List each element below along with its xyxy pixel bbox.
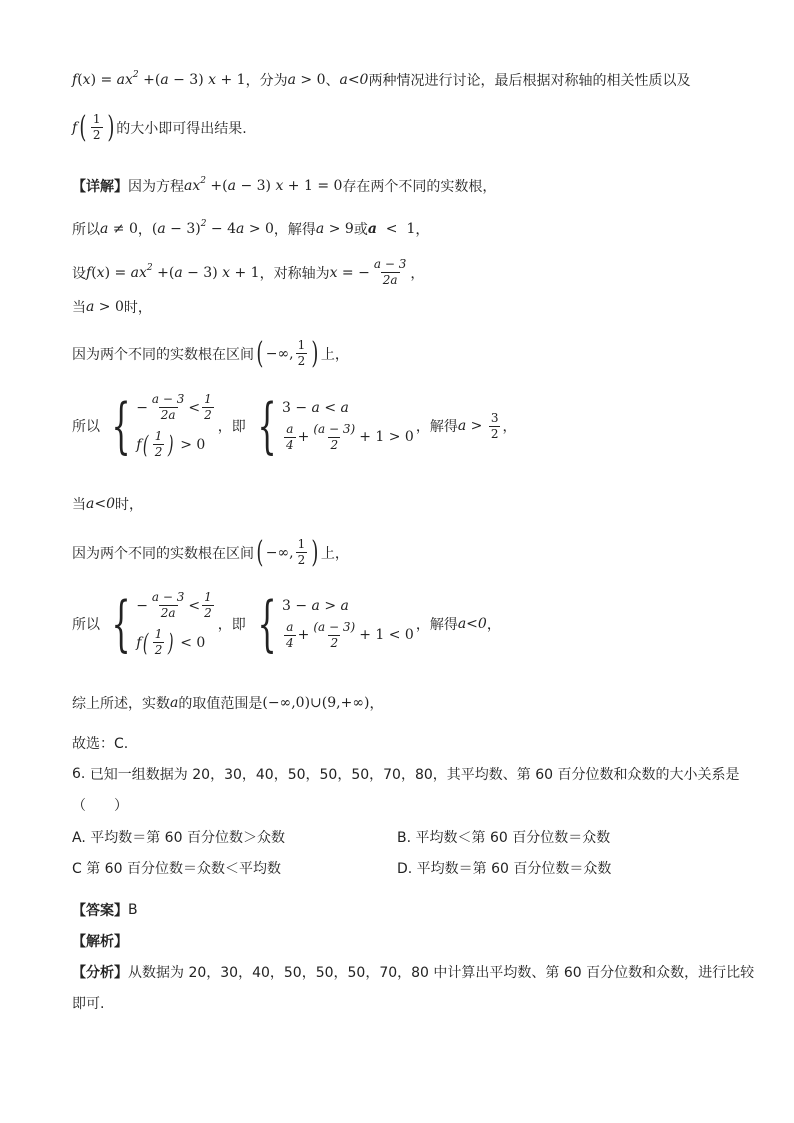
math-f-half: f	[72, 119, 78, 136]
text: 上，	[320, 346, 349, 363]
solution-system-2: 所以 { − $\frac{a - 3}{2a}$ < $\frac{1}{2}$ f ( $\frac{1}{2}$ ) < 0 ，即 { 3 − a > a $\frac{a}{4}$ + $\frac{(a - 3)}{2}$ + 1 < 0 ，解得 a<0 ，	[72, 589, 501, 659]
math: a<0	[457, 616, 487, 632]
text: 因为两个不同的实数根在区间	[72, 545, 254, 562]
text: 或	[353, 222, 368, 238]
math: a<0	[86, 496, 115, 512]
text: 所以	[72, 419, 100, 435]
question-paren	[72, 795, 128, 815]
math-range: (−∞,0)∪(9,+∞)	[262, 695, 370, 711]
text: 时，	[114, 497, 143, 513]
solution-system-1: 所以 { − $\frac{a - 3}{2a}$ < $\frac{1}{2}$ f ( $\frac{1}{2}$ ) > 0 ，即 { 3 − a < a $\frac{a}{4}$ + $\frac{(a - 3)}{2}$ + 1 > 0 ，解得 a > $\frac{3}{2}$ ，	[72, 391, 517, 461]
text: 即可.	[72, 996, 105, 1012]
text: 因为两个不同的实数根在区间	[72, 346, 254, 363]
answer-tag: 【答案】	[72, 903, 128, 919]
question-number: 6.	[72, 766, 86, 782]
text: ，即	[217, 419, 246, 435]
question-stem	[72, 764, 740, 784]
text: 从数据为 20，30，40，50，50，50，70，80 中计算出平均数、第 60 百分位数和众数，进行比较	[128, 965, 755, 981]
solution-line-1	[72, 70, 690, 90]
solution-line-5: 设 $f(x) = ax^2 +(a - 3) x + 1$ ，对称轴为 x = − $\frac{a - 3}{2a}$ ，	[72, 257, 425, 287]
text: ，	[410, 265, 425, 282]
text: 所以	[72, 617, 100, 633]
answer-line	[72, 900, 138, 920]
solution-line-9	[72, 494, 143, 514]
text: ，对称轴为	[259, 265, 330, 282]
option-d: D. 平均数＝第 60 百分位数＝众数	[397, 861, 612, 877]
solution-line-4	[72, 219, 429, 239]
math: a > 0	[86, 299, 124, 315]
text: （ ）	[72, 798, 128, 814]
text: ，	[137, 222, 152, 238]
text: ，	[486, 617, 501, 633]
text: ，分为	[245, 73, 288, 89]
math: $f(x) = ax^2 +(a - 3) x + 1$	[86, 262, 260, 281]
math: a > 9	[315, 221, 354, 237]
math: a < 1	[367, 221, 416, 237]
text: ，解得	[415, 617, 458, 633]
solution-summary: 综上所述，实数 a 的取值范围是 (−∞,0)∪(9,+∞) ，	[72, 695, 384, 712]
solution-line-10: 因为两个不同的实数根在区间 ( −∞, $\frac{1}{2}$ ) 上，	[72, 534, 349, 570]
solution-line-7: 因为两个不同的实数根在区间 ( −∞, $\frac{1}{2}$ ) 上，	[72, 335, 349, 371]
text: ，	[415, 222, 430, 238]
text: 上，	[320, 545, 349, 562]
detail-tag: 【详解】	[72, 179, 128, 195]
solution-line-3	[72, 176, 496, 196]
text: 两种情况进行讨论，最后根据对称轴的相关性质以及	[368, 73, 691, 89]
text: 综上所述，实数	[72, 696, 170, 712]
text: 时，	[123, 300, 152, 316]
fenxi-tag: 【分析】	[72, 965, 128, 981]
math-fx-def: $f(x) = ax^2 +(a - 3) x + 1$	[72, 70, 246, 88]
question-text: 已知一组数据为 20，30，40，50，50，50，70，80，其平均数、第 60 百分位数和众数的大小关系是	[89, 767, 740, 783]
text: 所以	[72, 222, 100, 238]
text: 存在两个不同的实数根，	[342, 179, 497, 195]
fenxi-line-2	[72, 993, 104, 1013]
text: ，解得	[273, 222, 316, 238]
analysis-line	[72, 931, 128, 951]
solution-choose	[72, 733, 128, 753]
text: 设	[72, 265, 86, 282]
text: 、	[325, 73, 340, 89]
analysis-tag: 【解析】	[72, 934, 128, 950]
math-axis: x = −	[329, 264, 370, 281]
math-discriminant: $(a - 3)^2 - 4a > 0$	[151, 219, 274, 237]
math-equation: $ax^2 +(a - 3) x + 1 = 0$	[184, 176, 343, 194]
option-c: C 第 60 百分位数＝众数＜平均数	[72, 861, 281, 877]
text: ，即	[217, 617, 246, 633]
text: ，	[502, 419, 517, 435]
solution-line-6: 当 a > 0 时，	[72, 299, 152, 316]
text: 因为方程	[128, 179, 184, 195]
math-a-neg: a<0	[339, 72, 369, 88]
solution-line-2: f ( $\frac{1}{2}$ ) 的大小即可得出结果.	[72, 109, 247, 145]
fenxi-line	[72, 962, 754, 982]
text: 的大小即可得出结果.	[116, 120, 247, 137]
answer-value: B	[128, 902, 138, 918]
option-a: A. 平均数＝第 60 百分位数＞众数	[72, 830, 285, 846]
text: 的取值范围是	[178, 696, 263, 712]
text: ，	[369, 696, 384, 712]
math: a ≠ 0	[100, 221, 138, 237]
math-a-pos: a > 0	[287, 72, 326, 88]
text: 故选：C.	[72, 736, 129, 752]
text: 当	[72, 497, 86, 513]
text: ，解得	[415, 419, 458, 435]
option-b: B. 平均数＜第 60 百分位数＝众数	[397, 830, 611, 846]
